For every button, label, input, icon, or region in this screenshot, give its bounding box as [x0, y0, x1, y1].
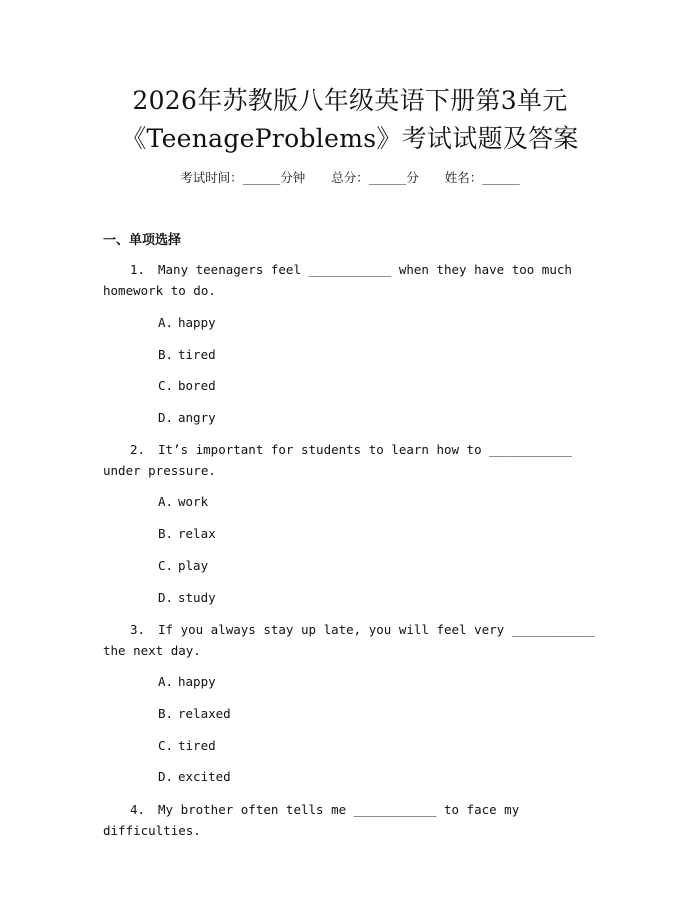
option-text: bored: [178, 378, 216, 393]
option: [158, 673, 216, 691]
exam-time: 考试时间：______分钟: [180, 170, 306, 185]
option-text: relaxed: [178, 706, 231, 721]
option-letter: D.: [158, 410, 174, 425]
question: [103, 439, 600, 481]
question-stem: If you always stay up late, you will feel very ___________ the next day.: [103, 622, 595, 658]
option-text: tired: [178, 738, 216, 753]
question-stem: It’s important for students to learn how to ___________ under pressure.: [103, 442, 572, 478]
option-letter: B.: [158, 706, 174, 721]
option: [158, 557, 208, 575]
option-text: relax: [178, 526, 216, 541]
question-number: 3.: [130, 622, 146, 637]
question: [103, 799, 600, 841]
exam-total-score: 总分：______分: [331, 170, 419, 185]
option: [158, 705, 231, 723]
option-letter: C.: [158, 378, 174, 393]
section-title: 一、单项选择: [103, 233, 182, 248]
option-letter: C.: [158, 738, 174, 753]
option-letter: C.: [158, 558, 174, 573]
document-title-line-1: 2026年苏教版八年级英语下册第3单元: [132, 86, 568, 115]
question: [103, 619, 600, 661]
option: [158, 346, 216, 364]
question-stem: Many teenagers feel ___________ when they have too much homework to do.: [103, 262, 572, 298]
question-number: 1.: [130, 262, 146, 277]
option: [158, 737, 216, 755]
question-stem: My brother often tells me ___________ to face my difficulties.: [103, 802, 520, 838]
option: [158, 409, 216, 427]
option-letter: A.: [158, 315, 174, 330]
question-number: 4.: [130, 802, 146, 817]
exam-name-field: 姓名：______: [444, 170, 520, 185]
option-text: angry: [178, 410, 216, 425]
option: [158, 314, 216, 332]
exam-meta: [0, 168, 700, 186]
option: [158, 525, 216, 543]
option: [158, 768, 231, 786]
option-letter: B.: [158, 526, 174, 541]
option: [158, 589, 216, 607]
option-text: study: [178, 590, 216, 605]
option-text: work: [178, 494, 209, 509]
option-letter: A.: [158, 494, 174, 509]
option-letter: D.: [158, 590, 174, 605]
question: [103, 259, 600, 301]
option-text: happy: [178, 674, 216, 689]
option-letter: B.: [158, 347, 174, 362]
option-text: tired: [178, 347, 216, 362]
document-title-line-2: 《TeenageProblems》考试试题及答案: [121, 124, 579, 153]
question-number: 2.: [130, 442, 146, 457]
option-letter: D.: [158, 769, 174, 784]
option: [158, 377, 216, 395]
option-text: happy: [178, 315, 216, 330]
option-text: play: [178, 558, 209, 573]
option: [158, 493, 208, 511]
option-letter: A.: [158, 674, 174, 689]
option-text: excited: [178, 769, 231, 784]
